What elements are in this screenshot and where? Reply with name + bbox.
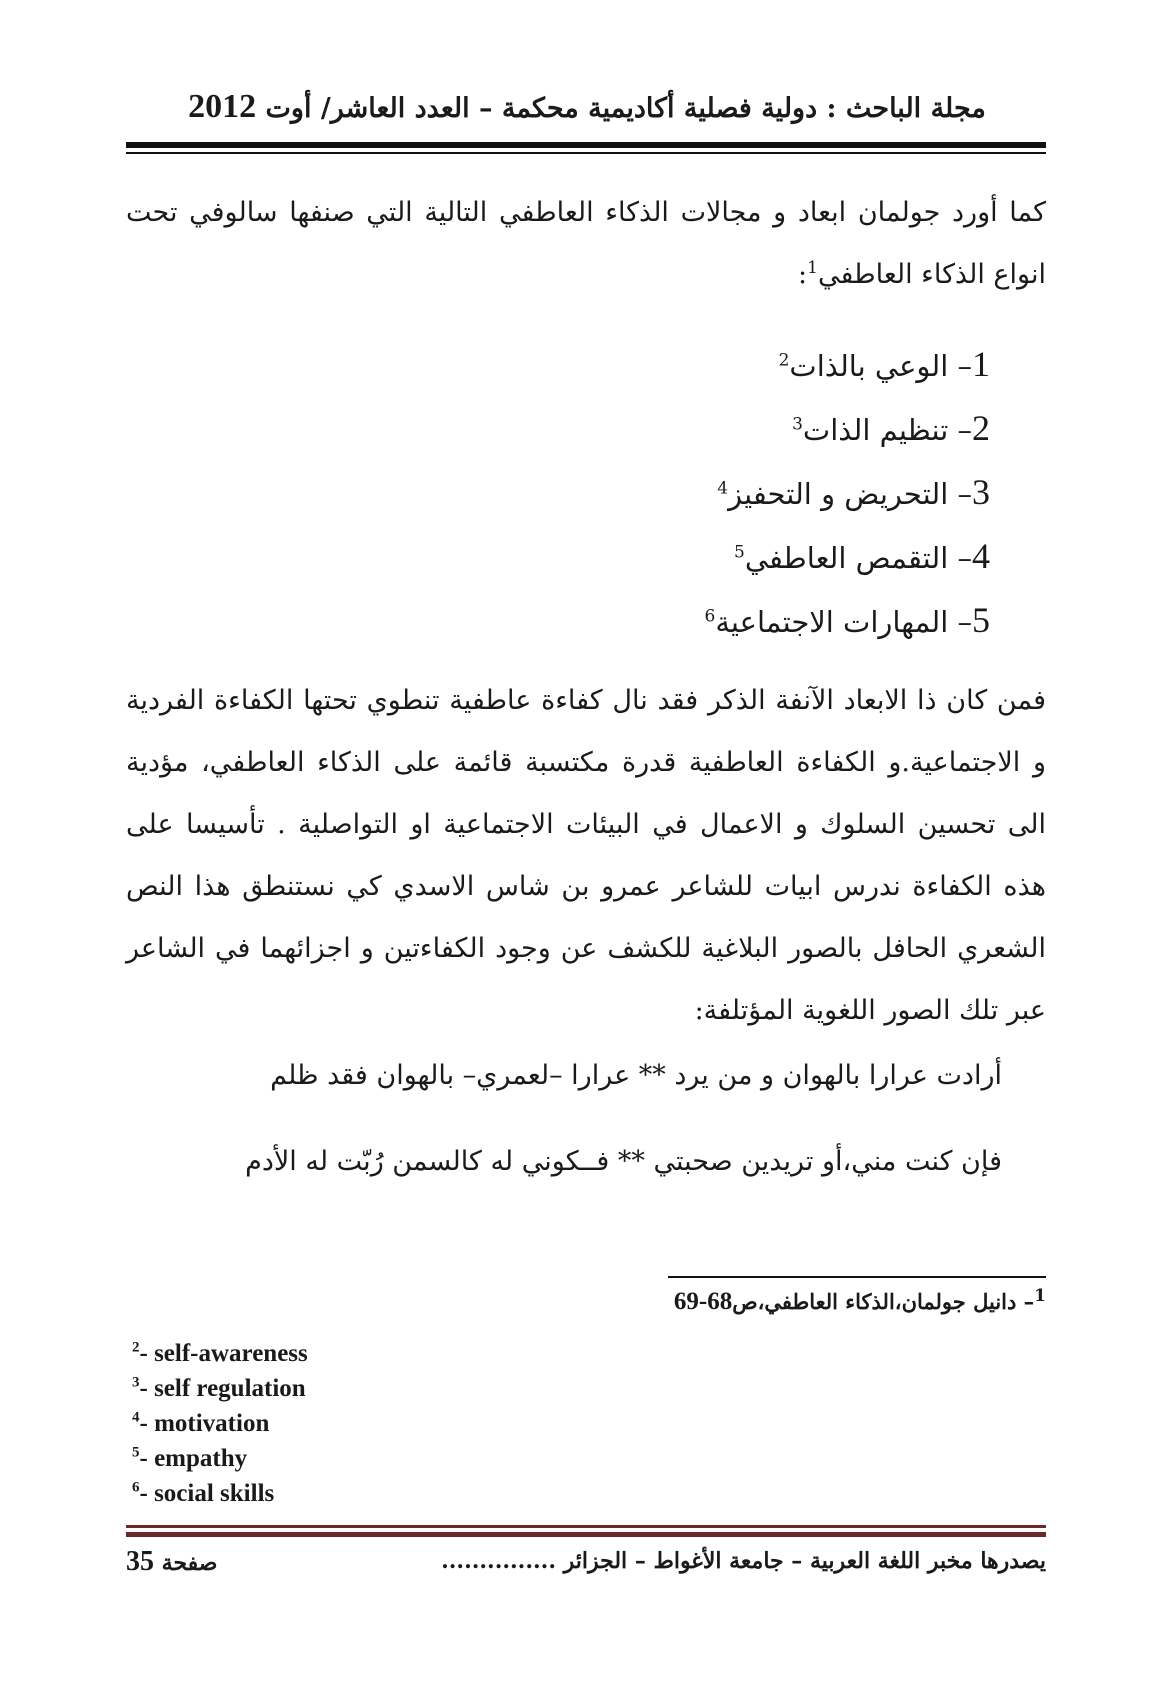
list-item <box>600 460 990 524</box>
list-item-number: 3 <box>972 472 990 512</box>
poem-verse: أرادت عرارا بالهوان و من يرد ** عرارا –لعمري– بالهوان فقد ظلم <box>270 1060 1002 1091</box>
list-item-label: – التحريض و التحفيز <box>728 477 972 511</box>
footnote-text: - self regulation <box>139 1375 306 1402</box>
footnote-number: 4 <box>132 1409 140 1426</box>
footnote-text: - social skills <box>139 1480 275 1507</box>
list-item-number: 1 <box>972 344 990 384</box>
footnote-text: - empathy <box>139 1445 248 1472</box>
footnote-number: 1 <box>1034 1286 1046 1306</box>
footnote-ref: 6 <box>704 606 716 627</box>
publisher-line: يصدرها مخبر اللغة العربية – جامعة الأغواط – الجزائر ............... <box>441 1548 1046 1574</box>
list-item-label: – الوعي بالذات <box>789 349 972 383</box>
list-item-number: 2 <box>972 408 990 448</box>
footnotes-english <box>132 1336 632 1511</box>
footnote-item <box>132 1336 632 1371</box>
footnote-pages: 68-69 <box>673 1288 733 1315</box>
list-item <box>600 524 990 588</box>
footnote-text: - motivation <box>139 1410 270 1437</box>
intro-text: كما أورد جولمان ابعاد و مجالات الذكاء العاطفي التالية التي صنفها سالوفي تحت انواع الذكاء العاطفي <box>126 197 1046 290</box>
footnote-ref: 4 <box>717 478 729 499</box>
footer-rule-thick <box>126 1532 1046 1537</box>
dimensions-list <box>600 332 990 652</box>
footnote-number: 3 <box>132 1374 140 1391</box>
list-item <box>600 396 990 460</box>
intro-paragraph <box>126 182 1046 306</box>
list-item-label: – تنظيم الذات <box>802 413 972 447</box>
footnote-item <box>132 1441 632 1476</box>
page-number: 35 <box>126 1546 154 1577</box>
list-item-label: – التقمص العاطفي <box>744 541 972 575</box>
header-rule-thin <box>126 152 1046 154</box>
list-item <box>600 588 990 652</box>
journal-title: مجلة الباحث : دولية فصلية أكاديمية محكمة – العدد العاشر/ أوت <box>265 93 986 124</box>
footnote-ref: 2 <box>778 350 790 371</box>
footnote-number: 6 <box>132 1479 140 1496</box>
footnote-text: - self-awareness <box>139 1340 308 1367</box>
footnote-ref: 5 <box>733 542 745 563</box>
list-item-label: – المهارات الاجتماعية <box>715 605 972 639</box>
poem-verse: فإن كنت مني،أو تريدين صحبتي ** فــكوني له كالسمن رُبّت له الأدم <box>245 1146 1002 1177</box>
main-paragraph: فمن كان ذا الابعاد الآنفة الذكر فقد نال كفاءة عاطفية تنطوي تحتها الكفاءة الفردية و الاجتماعية.و الكفاءة العاطفية قدرة مكتسبة قائمة على الذكاء العاطفي، مؤدية الى تحسين السلوك و الاعمال في البيئات الاجتماعية او التواصلية . تأسيسا على هذه الكفاءة ندرس ابيات للشاعر عمرو بن شاس الاسدي كي نستنطق هذا النص الشعري الحافل بالصور البلاغية للكشف عن وجود الكفاءتين و اجزائهما في الشاعر عبر تلك الصور اللغوية المؤتلفة: <box>126 685 1046 1026</box>
footnote-item <box>132 1406 632 1441</box>
footnote-arabic <box>620 1288 1046 1316</box>
journal-header <box>128 88 1046 138</box>
page-footer <box>126 1548 1046 1584</box>
footnote-number: 2 <box>132 1339 140 1356</box>
header-rule-thick <box>126 142 1046 148</box>
footnote-separator <box>668 1276 1046 1278</box>
footnote-text: – دانيل جولمان،الذكاء العاطفي،ص <box>732 1289 1035 1314</box>
footer-rule-thin <box>126 1525 1046 1528</box>
footnote-number: 5 <box>132 1444 140 1461</box>
footnote-item <box>132 1371 632 1406</box>
list-item <box>600 332 990 396</box>
intro-colon: : <box>798 259 808 290</box>
footnote-ref: 3 <box>792 414 803 435</box>
journal-year: 2012 <box>188 88 257 125</box>
list-item-number: 5 <box>972 600 990 640</box>
footnote-item <box>132 1476 632 1511</box>
page-number-block <box>126 1546 217 1578</box>
footnote-ref: 1 <box>807 258 818 278</box>
list-item-number: 4 <box>972 536 990 576</box>
page-label: صفحة <box>161 1550 218 1576</box>
